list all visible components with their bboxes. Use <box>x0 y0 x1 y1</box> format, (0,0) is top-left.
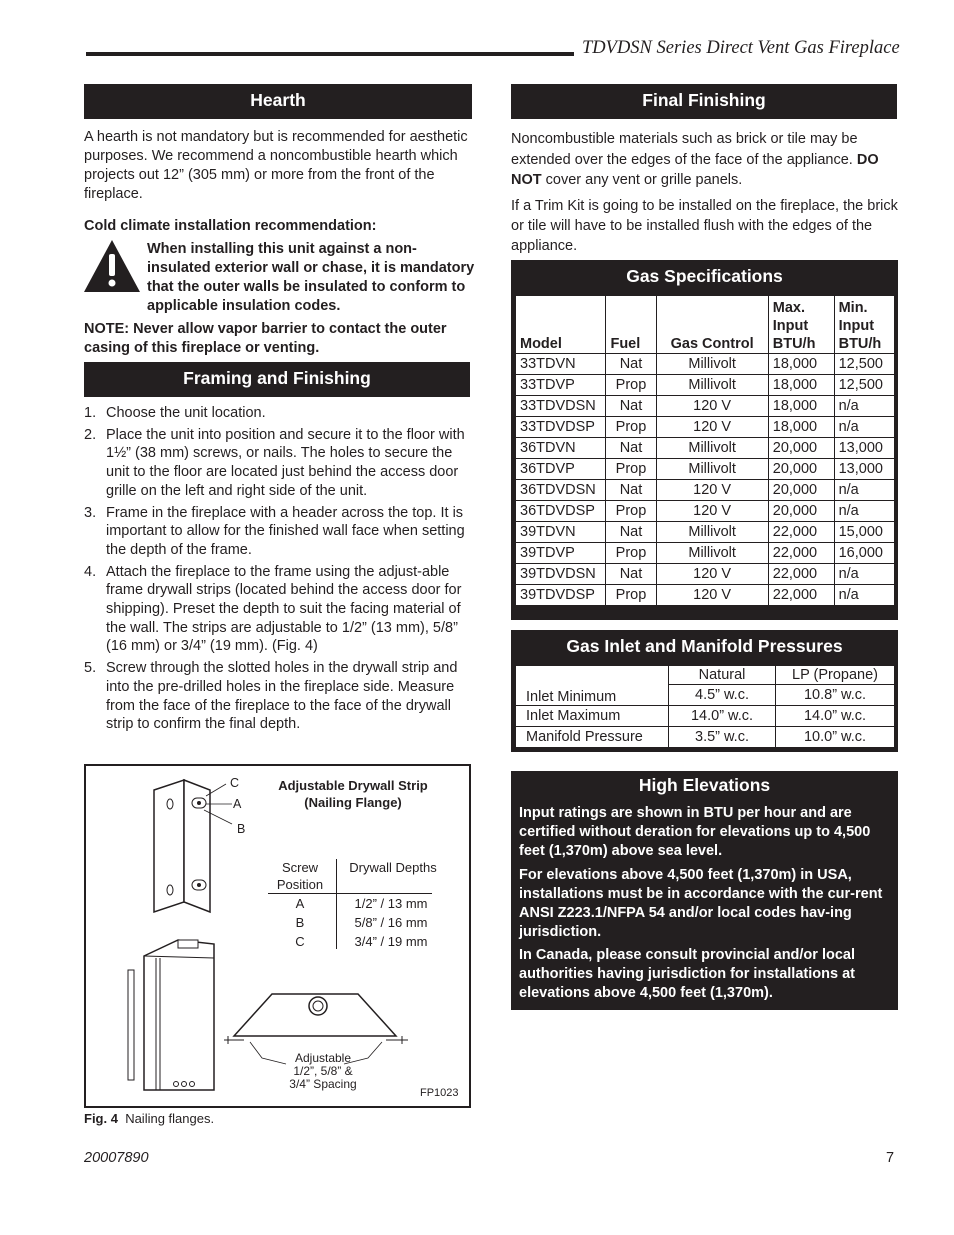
col-lp: LP (Propane) <box>776 666 895 685</box>
table-row: Manifold Pressure 3.5” w.c. 10.0” w.c. <box>516 727 895 748</box>
pressures-table <box>515 665 895 748</box>
table-row: 39TDVN Nat Millivolt 22,000 15,000 <box>516 522 895 543</box>
table-divider <box>336 859 337 949</box>
page-number: 7 <box>886 1150 895 1166</box>
table-row: 39TDVDSN Nat 120 V 22,000 n/a <box>516 564 895 585</box>
table-row: 33TDVN Nat Millivolt 18,000 12,500 <box>516 354 895 375</box>
step-item: 4. Attach the fireplace to the frame using the adjust-able frame drywall strips (located behind the access door for shipping). Preset the depth to suit the facing material of the wall. The strips are adjustable to 1/2” (13 mm), 5/8” (16 mm) or 3/4” (19 mm). (Fig. 4) <box>84 563 462 655</box>
framing-steps <box>84 404 474 737</box>
label-c: C <box>230 776 240 790</box>
depth-table-values: 1/2” / 13 mm 5/8” / 16 mm 3/4” / 19 mm <box>354 896 428 949</box>
table-row: 36TDVDSP Prop 120 V 20,000 n/a <box>516 501 895 522</box>
figure-code: FP1023 <box>420 1087 459 1099</box>
gas-spec-heading: Gas Specifications <box>626 266 783 286</box>
table-row: Inlet Maximum 14.0” w.c. 14.0” w.c. <box>516 706 895 727</box>
col-model: Model <box>516 296 606 354</box>
table-row: 39TDVDSP Prop 120 V 22,000 n/a <box>516 585 895 606</box>
table-row: 33TDVDSP Prop 120 V 18,000 n/a <box>516 417 895 438</box>
warning-text: When installing this unit against a non-insulated exterior wall or chase, it is mandatory that the outer walls be insulated to conform to applicable insulation codes. <box>147 241 475 314</box>
col-natural: Natural <box>669 666 776 685</box>
table-row: Inlet Minimum 4.5” w.c. 10.8” w.c. <box>516 685 895 706</box>
table-row: 33TDVDSN Nat 120 V 18,000 n/a <box>516 396 895 417</box>
strip-title: Adjustable Drywall Strip (Nailing Flange) <box>278 778 428 810</box>
col-drywall-depths: Drywall Depths <box>349 860 437 875</box>
step-item: 1. Choose the unit location. <box>84 405 266 421</box>
pressure-label-header <box>516 666 669 685</box>
col-fuel: Fuel <box>606 296 656 354</box>
high-elevations-p2: For elevations above 4,500 feet (1,370m) in USA, installations must be in accordance with the cur-rent ANSI Z223.1/NFPA 54 and/or local codes hav-ing jurisdiction. <box>519 867 883 940</box>
hearth-heading: Hearth <box>84 84 472 119</box>
pressures-heading: Gas Inlet and Manifold Pressures <box>566 636 843 656</box>
depth-table-positions: A B C <box>295 896 305 949</box>
col-min-input: Min. Input BTU/h <box>834 296 894 354</box>
final-finishing-heading: Final Finishing <box>511 84 897 119</box>
col-gas-control: Gas Control <box>656 296 768 354</box>
warning-icon <box>82 238 142 294</box>
final-finishing-p1: Noncombustible materials such as brick or tile may be extended over the edges of the face of the appliance. DO NOT cover any vent or grille panels. <box>511 131 879 188</box>
step-item: 5. Screw through the slotted holes in the drywall strip and into the pre-drilled holes in the fireplace side. Measure from the face of the fireplace to the face of the drywall strip to confirm the final depth. <box>84 660 458 733</box>
vapor-note: NOTE: Never allow vapor barrier to contact the outer casing of this fireplace or venting. <box>84 321 447 356</box>
col-screw-position: Screw Position <box>276 860 324 892</box>
document-title: TDVDSN Series Direct Vent Gas Fireplace <box>582 38 900 58</box>
table-row: 36TDVN Nat Millivolt 20,000 13,000 <box>516 438 895 459</box>
table-row: 36TDVDSN Nat 120 V 20,000 n/a <box>516 480 895 501</box>
table-row: 39TDVP Prop Millivolt 22,000 16,000 <box>516 543 895 564</box>
table-row: 33TDVP Prop Millivolt 18,000 12,500 <box>516 375 895 396</box>
high-elevations-p1: Input ratings are shown in BTU per hour and are certified without deration for elevations up to 4,500 feet (1,370m) above sea level. <box>519 805 871 859</box>
document-number: 20007890 <box>84 1150 149 1166</box>
gas-spec-table <box>515 295 895 606</box>
cold-climate-title: Cold climate installation recommendation: <box>84 218 377 234</box>
figure-4-box <box>84 764 471 1108</box>
table-row: 36TDVP Prop Millivolt 20,000 13,000 <box>516 459 895 480</box>
high-elevations-heading: High Elevations <box>638 775 771 795</box>
step-item: 2. Place the unit into position and secure it to the floor with 1½” (38 mm) screws, or nails. The holes to secure the unit to the floor are located just behind the access door grille on the left and right side of the unit. <box>84 426 465 499</box>
label-a: A <box>233 797 242 811</box>
label-b: B <box>237 822 246 836</box>
col-max-input: Max. Input BTU/h <box>768 296 834 354</box>
final-finishing-p2: If a Trim Kit is going to be installed on the fireplace, the brick or tile will have to be installed flush with the edges of the appliance. <box>511 198 898 254</box>
spacing-label: Adjustable 1/2”, 5/8” & 3/4” Spacing <box>289 1051 357 1091</box>
framing-heading: Framing and Finishing <box>84 362 470 397</box>
step-item: 3. Frame in the fireplace with a header across the top. It is important to allow for the finished wall face when setting the depth of the frame. <box>84 504 465 558</box>
header-rule <box>86 52 574 56</box>
figure-caption: Fig. 4 Nailing flanges. <box>84 1111 215 1126</box>
high-elevations-p3: In Canada, please consult provincial and/or local authorities having jurisdiction for installations at elevations above 4,500 feet (1,370m). <box>519 947 856 1001</box>
hearth-text: A hearth is not mandatory but is recommended for aesthetic purposes. We recommend a noncombustible hearth which projects out 12” (305 mm) or more from the front of the fireplace. <box>84 129 468 202</box>
